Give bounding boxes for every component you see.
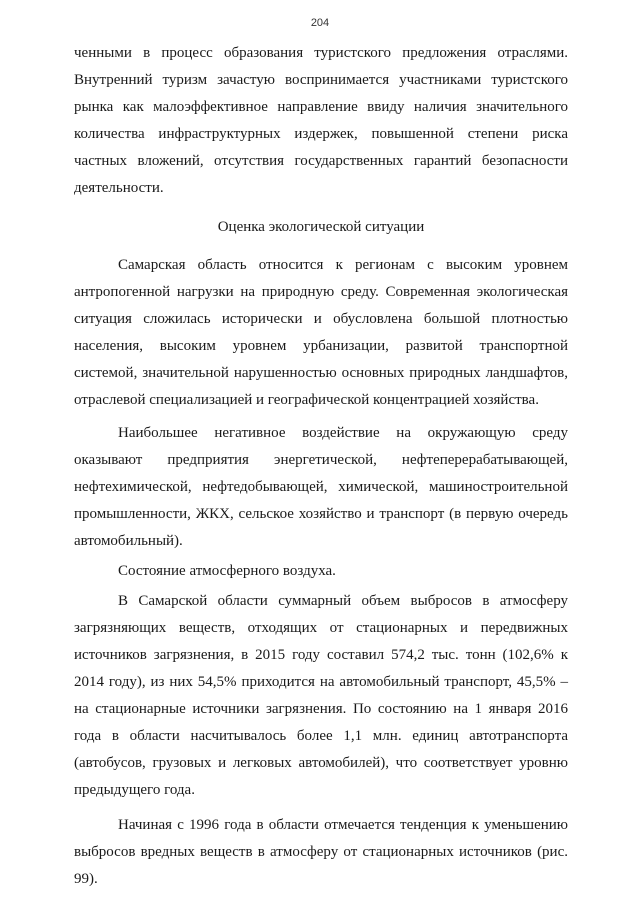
- paragraph: Наибольшее негативное воздействие на окружающую среду оказывают предприятия энергетической, нефтеперерабатывающей, нефтехимической, нефтедобывающей, химической, машиностроительной промышленности, ЖКХ, сельское хозяйство и транспорт (в первую очередь автомобильный).: [74, 425, 568, 549]
- subsection-title: Состояние атмосферного воздуха.: [118, 563, 336, 579]
- page-number: 204: [310, 17, 330, 29]
- paragraph: В Самарской области суммарный объем выбросов в атмосферу загрязняющих веществ, отходящих от стационарных и передвижных источников загрязнения, в 2015 году составил 574,2 тыс. тонн (102,6% к 2014 году), из них 54,5% приходится на автомобильный транспорт, 45,5% – на стационарные источники загрязнения. По состоянию на 1 января 2016 года в области насчитывалось более 1,1 млн. единиц автотранспорта (автобусов, грузовых и легковых автомобилей), что соответствует уровню предыдущего года.: [74, 593, 568, 798]
- section-heading: Оценка экологической ситуации: [217, 219, 425, 235]
- paragraph: Начиная с 1996 года в области отмечается тенденция к уменьшению выбросов вредных веществ в атмосферу от стационарных источников (рис. 99).: [74, 817, 568, 887]
- page-body: [74, 40, 568, 893]
- paragraph-continuation: ченными в процесс образования туристского предложения отраслями. Внутренний туризм зачастую воспринимается участниками туристского рынка как малоэффективное направление ввиду наличия значительного количества инфраструктурных издержек, повышенной степени риска частных вложений, отсутствия государственных гарантий безопасности деятельности.: [74, 45, 568, 196]
- paragraph: Самарская область относится к регионам с высоким уровнем антропогенной нагрузки на природную среду. Современная экологическая ситуация сложилась исторически и обусловлена большой плотностью населения, высоким уровнем урбанизации, развитой транспортной системой, значительной нарушенностью основных природных ландшафтов, отраслевой специализацией и географической концентрацией хозяйства.: [74, 257, 568, 408]
